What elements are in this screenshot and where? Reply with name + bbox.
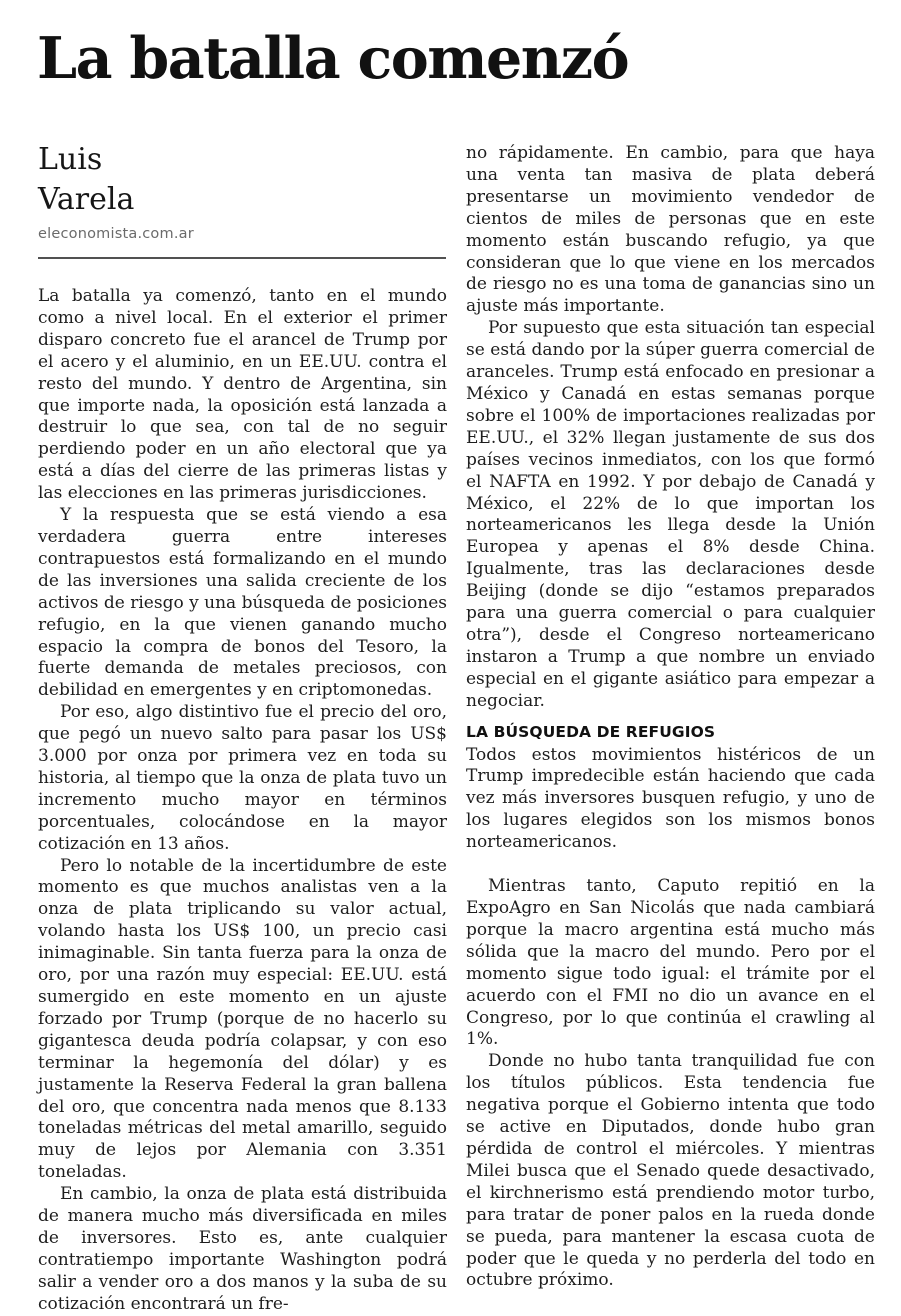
- section-subhead: LA BÚSQUEDA DE REFUGIOS: [466, 722, 716, 741]
- paragraph: La batalla ya comenzó, tanto en el mundo como a nivel local. En el exterior el primer disparo concreto fue el arancel de Trump por el acero y el aluminio, en un EE.UU. contra el resto del mundo. Y dentro de Argentina, sin que importe nada, la oposición está lanzada a destruir lo que sea, con tal de no seguir perdiendo poder en un año electoral que ya está a días del cierre de las primeras listas y las elecciones en las primeras jurisdicciones.: [38, 286, 447, 504]
- article-column-left: [38, 286, 447, 1316]
- source-url: eleconomista.com.ar: [38, 226, 194, 242]
- paragraph: Pero lo notable de la incertidumbre de este momento es que muchos analistas ven a la onza de plata triplicando su valor actual, volando hasta los US$ 100, un precio casi inimaginable. Sin tanta fuerza para la onza de oro, por una razón muy especial: EE.UU. está sumergido en este momento en un ajuste forzado por Trump (porque de no hacerlo su gigantesca deuda podría colapsar, y con eso terminar la hegemonía del dólar) y es justamente la Reserva Federal la gran ballena del oro, que concentra nada menos que 8.133 toneladas métricas del metal amarillo, seguido muy de lejos por Alemania con 3.351 toneladas.: [38, 855, 447, 1183]
- author-first-name: Luis: [38, 142, 103, 177]
- paragraph: Mientras tanto, Caputo repitió en la ExpoAgro en San Nicolás que nada cambiará porque la macro argentina está mucho más sólida que la macro del mundo. Pero por el momento sigue todo igual: el trámite por el acuerdo con el FMI no dio un avance en el Congreso, por lo que continúa el crawling al 1%.: [466, 876, 875, 1050]
- author-last-name: Varela: [38, 182, 135, 217]
- paragraph: Y la respuesta que se está viendo a esa verdadera guerra entre intereses contrapuestos está formalizando en el mundo de las inversiones una salida creciente de los activos de riesgo y una búsqueda de posiciones refugio, en la que vienen ganando mucho espacio la compra de bonos del Tesoro, la fuerte demanda de metales preciosos, con debilidad en emergentes y en criptomonedas.: [38, 505, 447, 701]
- paragraph: En cambio, la onza de plata está distribuida de manera mucho más diversificada en miles de inversores. Esto es, ante cualquier contratiempo importante Washington podrá salir a vender oro a dos manos y la suba de su cotización encontrará un fre-: [38, 1184, 447, 1314]
- paragraph: Por eso, algo distintivo fue el precio del oro, que pegó un nuevo salto para pasar los US$ 3.000 por onza por primera vez en toda su historia, al tiempo que la onza de plata tuvo un incremento mucho mayor en términos porcentuales, colocándose en la mayor cotización en 13 años.: [38, 702, 447, 854]
- paragraph: Por supuesto que esta situación tan especial se está dando por la súper guerra comercial de aranceles. Trump está enfocado en presionar a México y Canadá en estas semanas porque sobre el 100% de importaciones realizadas por EE.UU., el 32% llegan justamente de sus dos países vecinos inmediatos, con los que formó el NAFTA en 1992. Y por debajo de Canadá y México, el 22% de lo que importan los norteamericanos les llega desde la Unión Europea y apenas el 8% desde China. Igualmente, tras las declaraciones desde Beijing (donde se dijo “estamos preparados para una guerra comercial o para cualquier otra”), desde el Congreso norteamericano instaron a Trump a que nombre un enviado especial en el gigante asiático para empezar a negociar.: [466, 318, 875, 711]
- paragraph: Donde no hubo tanta tranquilidad fue con los títulos públicos. Esta tendencia fue negativa porque el Gobierno intenta que todo se active en Diputados, donde hubo gran pérdida de control el miércoles. Y mientras Milei busca que el Senado quede desactivado, el kirchnerismo está prendiendo motor turbo, para tratar de poner palos en la rueda donde se pueda, para mantener la escasa cuota de poder que le queda y no perderla del todo en octubre próximo.: [466, 1051, 875, 1291]
- paragraph: no rápidamente. En cambio, para que haya una venta tan masiva de plata deberá presentarse un movimiento vendedor de cientos de miles de personas que en este momento están buscando refugio, ya que consideran que lo que viene en los mercados de riesgo no es una toma de ganancias sino un ajuste más importante.: [466, 143, 875, 317]
- byline-divider: [38, 257, 446, 259]
- paragraph: Todos estos movimientos histéricos de un Trump impredecible están haciendo que cada vez más inversores busquen refugio, y uno de los lugares elegidos son los mismos bonos norteamericanos.: [466, 744, 875, 853]
- page-title: La batalla comenzó: [37, 25, 629, 92]
- byline: [38, 140, 134, 220]
- article-column-right: [466, 143, 875, 1292]
